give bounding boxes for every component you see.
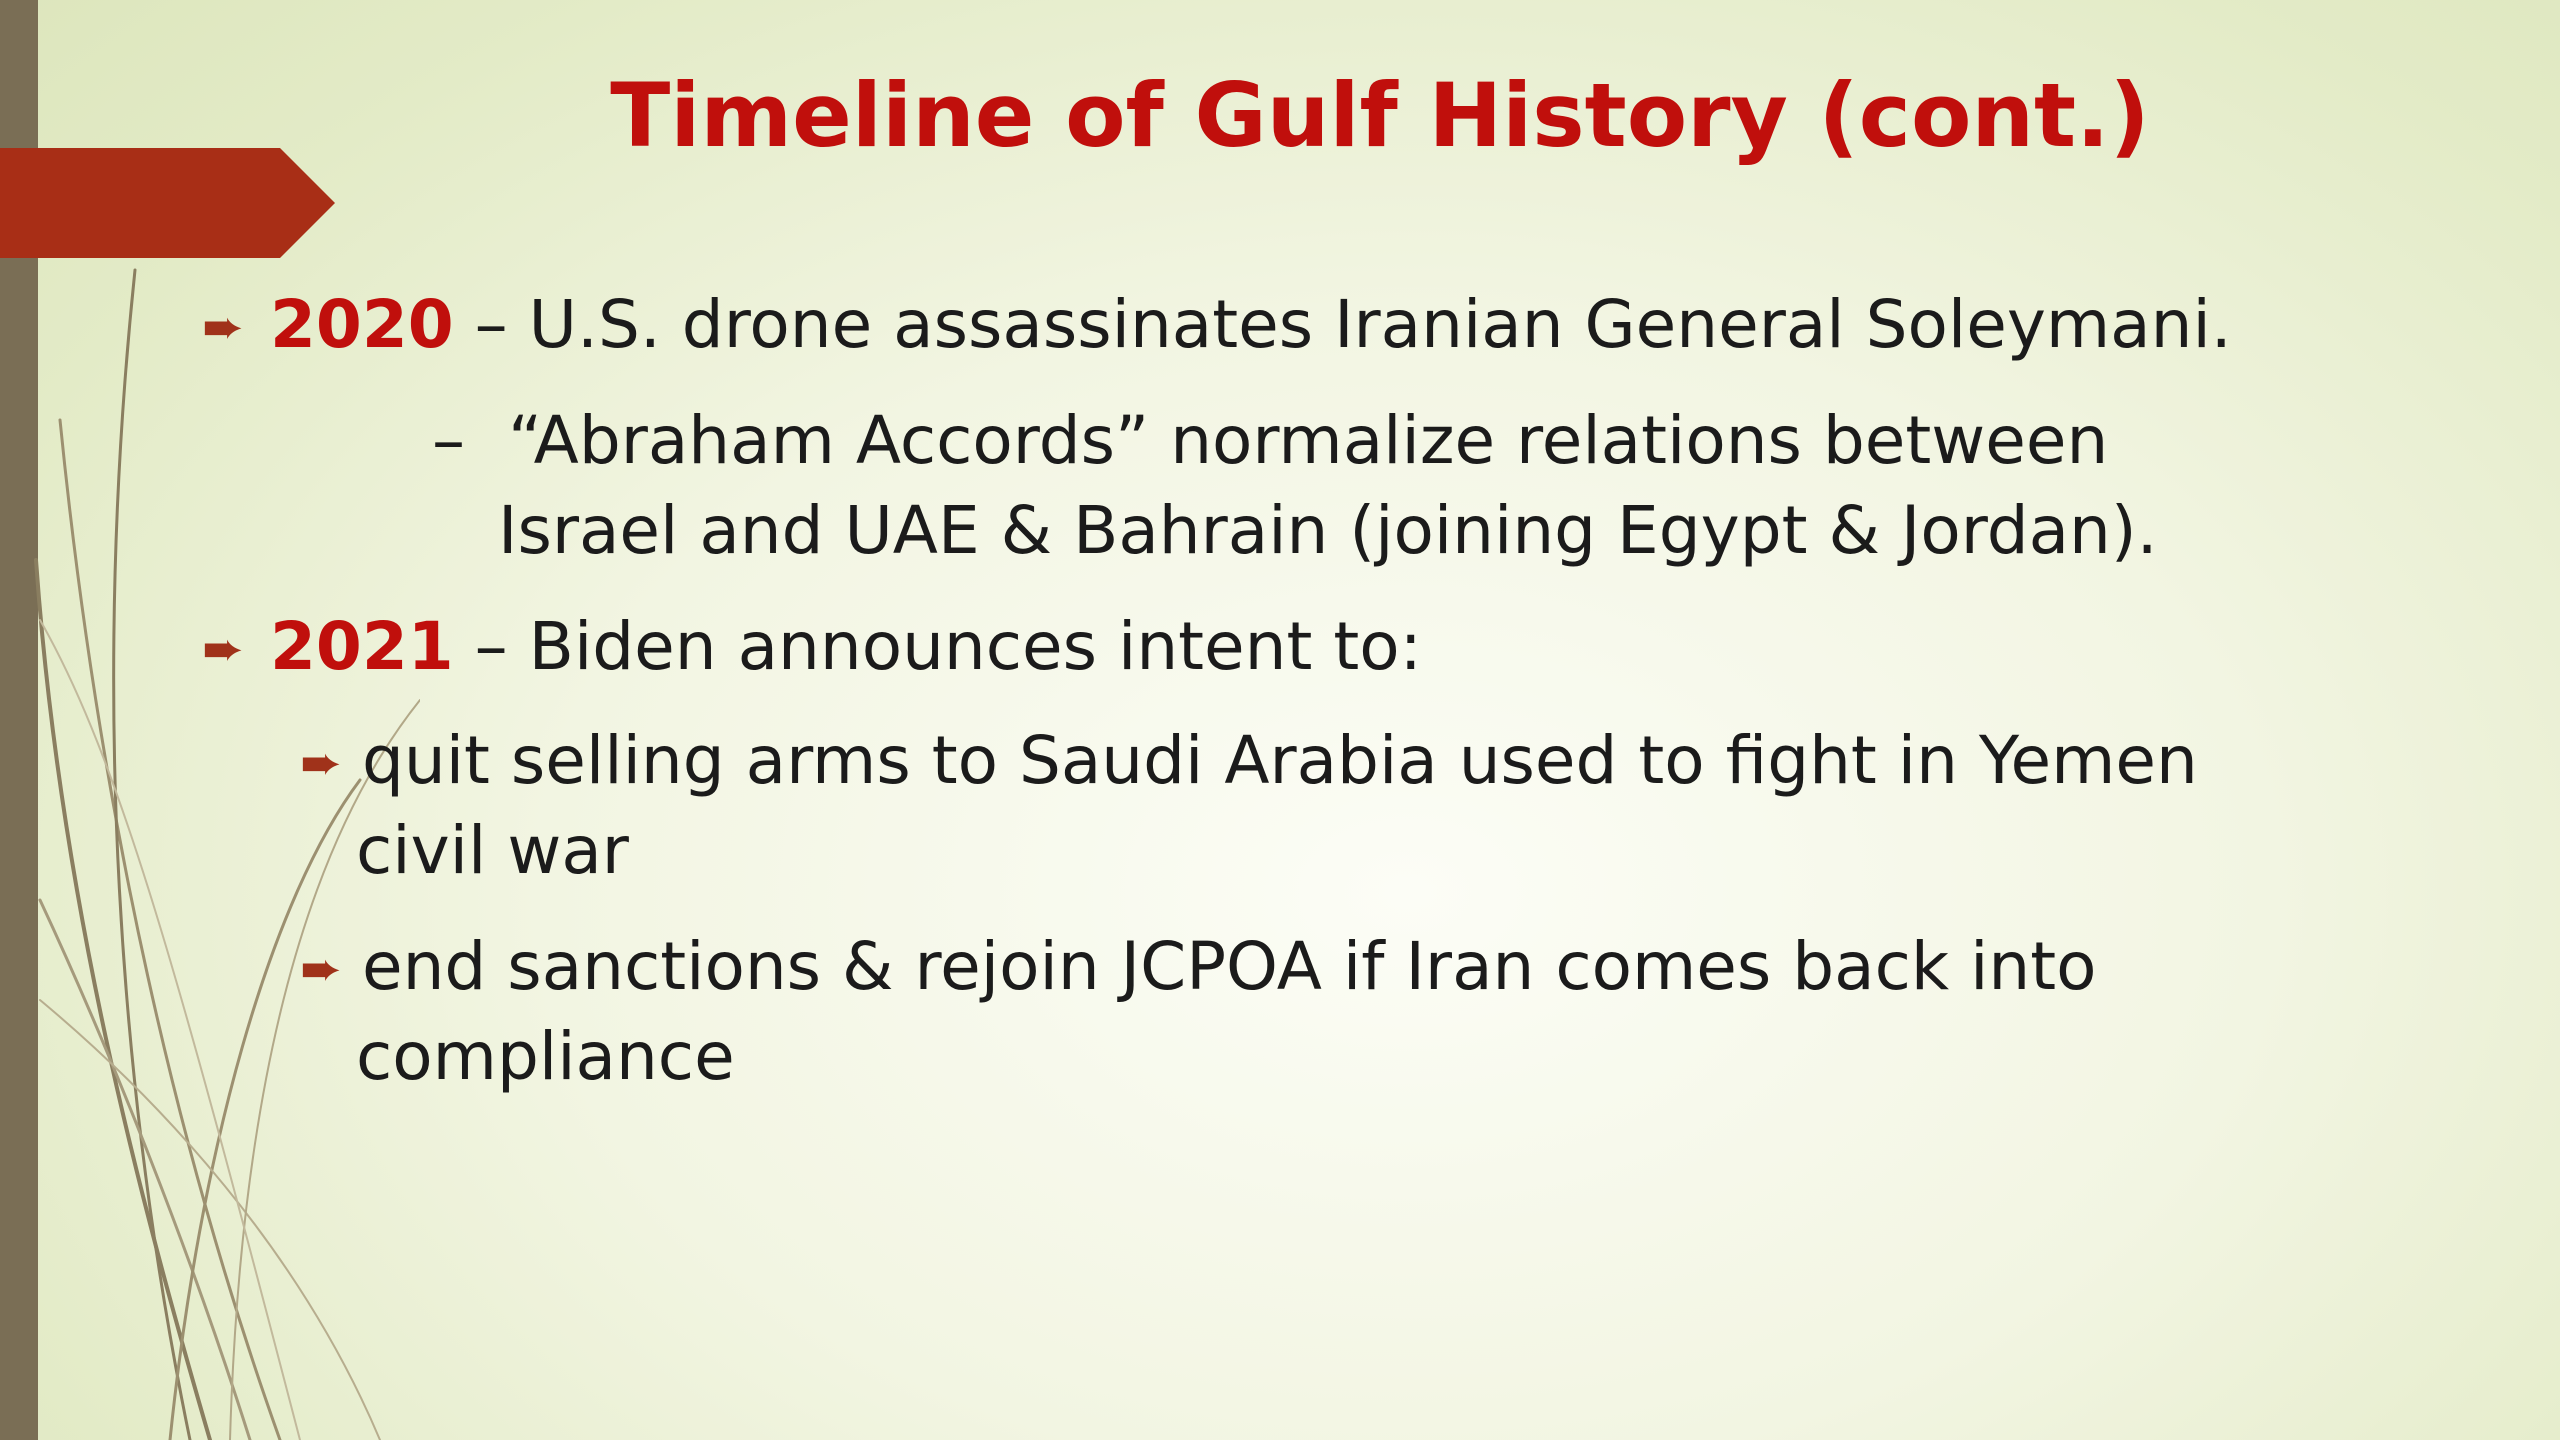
sub-bullet-arrow-icon: ➨	[300, 734, 342, 792]
sub-bullet-arrow-icon: ➨	[300, 940, 342, 998]
continuation-line-2: Israel and UAE & Bahrain (joining Egypt & Jordan).	[498, 492, 2158, 569]
continuation-line-1: “Abraham Accords” normalize relations between	[508, 402, 2109, 479]
subitem-2-line-1: end sanctions & rejoin JCPOA if Iran comes back into	[362, 928, 2097, 1005]
year-label: 2020	[270, 286, 454, 363]
continuation-dash: –	[432, 402, 465, 479]
item-text: – Biden announces intent to:	[453, 608, 1422, 685]
subitem-2-line-2: compliance	[356, 1018, 735, 1095]
timeline-item-2020	[270, 286, 2232, 363]
item-text: – U.S. drone assassinates Iranian General Soleymani.	[453, 286, 2232, 363]
bullet-arrow-icon: ➨	[202, 620, 244, 678]
year-label: 2021	[270, 608, 454, 685]
slide-title: Timeline of Gulf History (cont.)	[610, 64, 2150, 167]
subitem-1-line-2: civil war	[356, 812, 629, 889]
bullet-arrow-icon: ➨	[202, 298, 244, 356]
subitem-1-line-1: quit selling arms to Saudi Arabia used to fight in Yemen	[362, 722, 2198, 799]
timeline-item-2021	[270, 608, 1422, 685]
